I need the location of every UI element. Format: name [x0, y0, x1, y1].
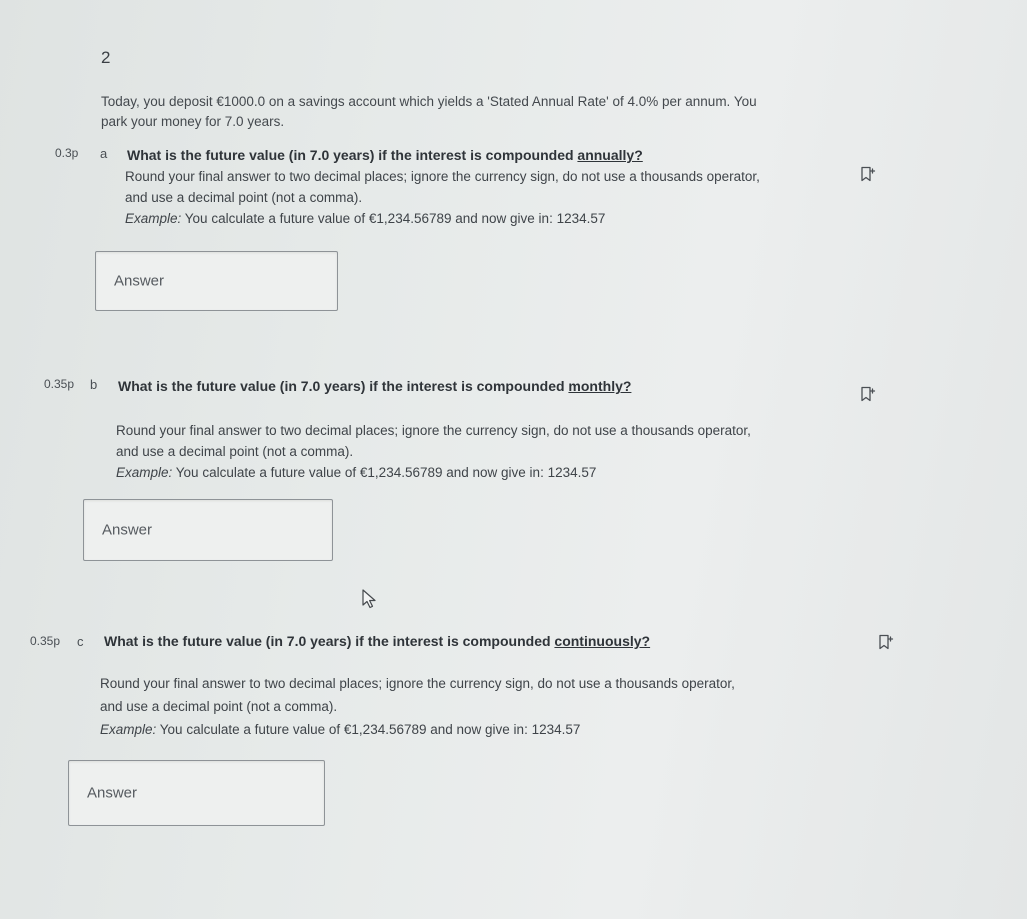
- part-c-answer-placeholder: Answer: [87, 784, 138, 802]
- part-c-example: [100, 718, 860, 741]
- mouse-pointer: [361, 588, 379, 615]
- part-b-question: [118, 378, 631, 394]
- part-c-instruction-line-2: and use a decimal point (not a comma).: [100, 699, 338, 714]
- part-a-instruction-line-1: Round your final answer to two decimal places; ignore the currency sign, do not use a thousands operator,: [125, 169, 760, 184]
- part-b-instruction-line-2: and use a decimal point (not a comma).: [116, 444, 354, 459]
- part-c-question: [104, 633, 650, 649]
- part-b-answer-input[interactable]: [83, 499, 333, 561]
- part-a-instructions: [125, 166, 865, 229]
- part-a-compounding: annually?: [577, 147, 643, 163]
- question-number: 2: [101, 48, 111, 67]
- part-b-example: [116, 462, 866, 483]
- part-c-instructions: [100, 672, 860, 741]
- part-a-instruction-line-2: and use a decimal point (not a comma).: [125, 190, 363, 205]
- part-c-instruction-line-1: Round your final answer to two decimal places; ignore the currency sign, do not use a thousands operator,: [100, 676, 735, 691]
- part-c-compounding: continuously?: [554, 633, 651, 649]
- part-b-question-text: What is the future value (in 7.0 years) if the interest is compounded: [118, 378, 569, 394]
- part-a-letter: a: [100, 146, 108, 161]
- question-intro: [101, 92, 841, 132]
- mouse-pointer-icon: [361, 588, 379, 610]
- part-c-flag-button[interactable]: [878, 634, 894, 655]
- part-b-example-text: You calculate a future value of €1,234.56789 and now give in: 1234.57: [172, 465, 597, 480]
- part-c-points: 0.35p: [30, 634, 61, 648]
- part-a-example-text: You calculate a future value of €1,234.56789 and now give in: 1234.57: [181, 211, 606, 226]
- part-b-flag-button[interactable]: [860, 386, 876, 407]
- part-b-letter: b: [90, 377, 98, 392]
- part-c-answer-input[interactable]: [68, 760, 325, 826]
- part-b-instructions: [116, 420, 866, 483]
- part-a-question-text: What is the future value (in 7.0 years) if the interest is compounded: [127, 147, 578, 163]
- question-intro-line-1: Today, you deposit €1000.0 on a savings account which yields a 'Stated Annual Rate' of 4.0% per annum. You: [101, 94, 757, 109]
- part-c-example-text: You calculate a future value of €1,234.56789 and now give in: 1234.57: [156, 722, 581, 737]
- part-a-example: [125, 208, 865, 229]
- part-a-example-label: Example:: [125, 211, 182, 226]
- part-c-example-label: Example:: [100, 722, 157, 737]
- flag-question-icon: [860, 386, 876, 402]
- part-a-answer-input[interactable]: [95, 251, 338, 311]
- part-c-question-text: What is the future value (in 7.0 years) if the interest is compounded: [104, 633, 555, 649]
- part-a-answer-placeholder: Answer: [114, 272, 165, 290]
- question-intro-line-2: park your money for 7.0 years.: [101, 114, 285, 129]
- part-b-answer-placeholder: Answer: [102, 521, 153, 539]
- flag-question-icon: [860, 166, 876, 182]
- part-b-instruction-line-1: Round your final answer to two decimal places; ignore the currency sign, do not use a thousands operator,: [116, 423, 751, 438]
- part-c-letter: c: [77, 634, 84, 649]
- part-a-points: 0.3p: [55, 146, 79, 160]
- part-b-compounding: monthly?: [568, 378, 632, 394]
- flag-question-icon: [878, 634, 894, 650]
- part-a-question: [127, 147, 643, 163]
- part-a-flag-button[interactable]: [860, 166, 876, 187]
- part-b-points: 0.35p: [44, 377, 75, 391]
- part-b-example-label: Example:: [116, 465, 173, 480]
